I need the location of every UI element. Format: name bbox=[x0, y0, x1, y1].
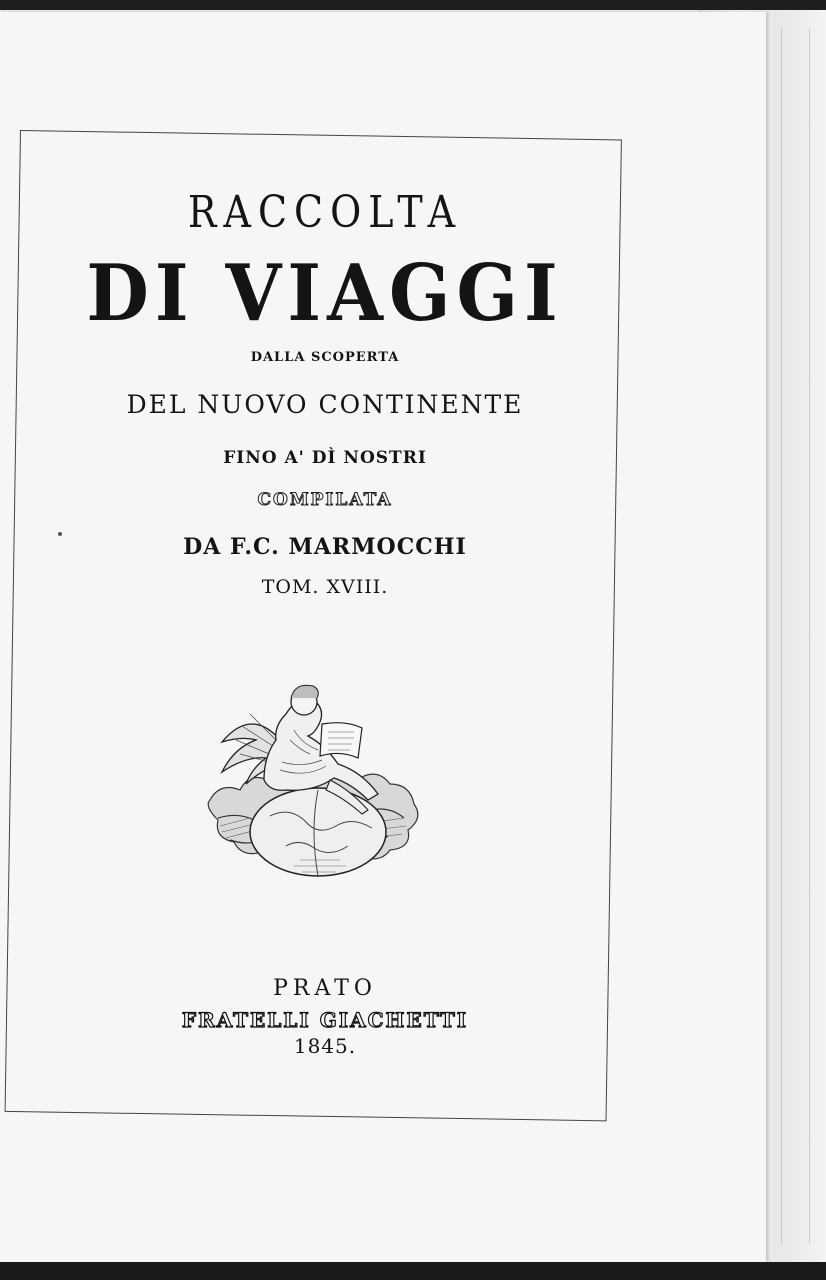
imprint-publisher: FRATELLI GIACHETTI bbox=[181, 1008, 469, 1032]
subtitle-fino: FINO A' DÌ NOSTRI bbox=[223, 448, 427, 468]
angel-on-globe-icon bbox=[190, 650, 440, 890]
subtitle-dalla-scoperta: DALLA SCOPERTA bbox=[250, 350, 400, 365]
title-di-viaggi: DI VIAGGI bbox=[86, 246, 564, 339]
scan-bottom-edge bbox=[0, 1262, 826, 1280]
scan-top-edge bbox=[0, 0, 826, 10]
imprint-place: PRATO bbox=[273, 976, 377, 1001]
imprint-year: 1845. bbox=[293, 1034, 357, 1058]
subtitle-compilata: COMPILATA bbox=[257, 490, 393, 510]
author-line: DA F.C. MARMOCCHI bbox=[183, 534, 467, 560]
title-page bbox=[0, 12, 766, 1262]
title-raccolta: RACCOLTA bbox=[187, 186, 463, 238]
title-page-content bbox=[0, 12, 650, 1112]
volume-line: TOM. XVIII. bbox=[261, 576, 389, 598]
subtitle-nuovo-continente: DEL NUOVO CONTINENTE bbox=[126, 390, 524, 419]
